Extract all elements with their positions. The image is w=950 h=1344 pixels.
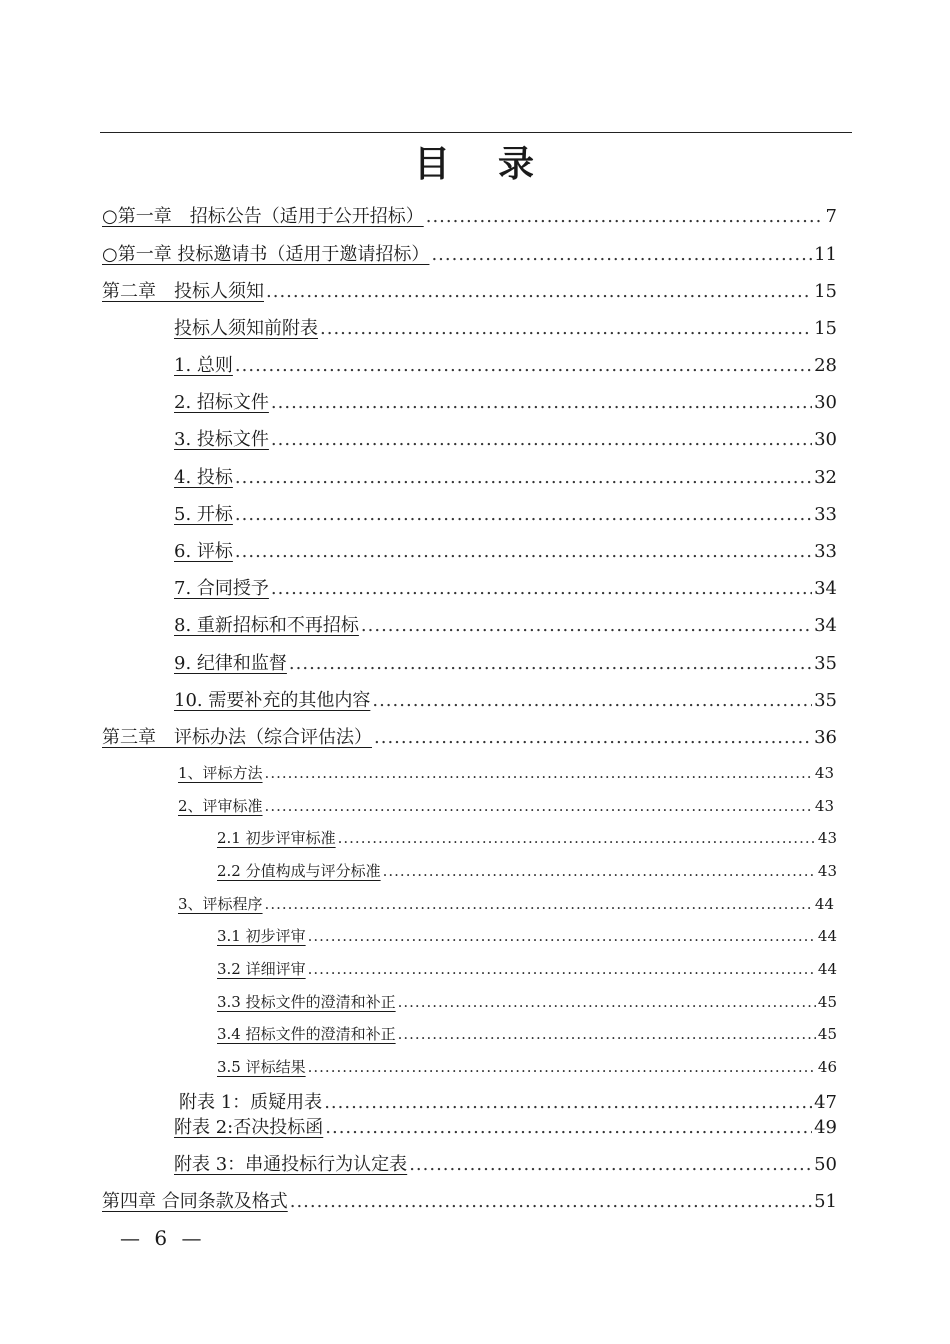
toc-entry-label: 3.3 投标文件的澄清和补正 bbox=[217, 993, 396, 1011]
toc-leader bbox=[271, 578, 812, 599]
toc-entry-label: ○第一章 投标邀请书（适用于邀请招标） bbox=[102, 244, 430, 265]
toc-entry[interactable] bbox=[179, 1088, 837, 1114]
toc-entry-page: 15 bbox=[814, 318, 837, 339]
toc-leader bbox=[398, 993, 816, 1011]
toc-leader bbox=[266, 281, 812, 302]
toc-leader bbox=[235, 504, 812, 525]
toc-entry-page: 43 bbox=[814, 797, 834, 815]
toc-leader bbox=[271, 392, 812, 413]
toc-entry-label: 附表 1：质疑用表 bbox=[179, 1092, 323, 1113]
toc-leader bbox=[374, 727, 812, 748]
toc-entry-page: 28 bbox=[814, 355, 837, 376]
toc-entry-page: 32 bbox=[814, 467, 837, 488]
toc-entry[interactable] bbox=[178, 795, 834, 816]
toc-entry-label: 3. 投标文件 bbox=[174, 429, 269, 450]
toc-entry-label: 第二章 投标人须知 bbox=[102, 281, 264, 302]
toc-entry-page: 46 bbox=[817, 1058, 837, 1076]
toc-entry-label: 10. 需要补充的其他内容 bbox=[174, 690, 371, 711]
toc-entry[interactable] bbox=[102, 202, 837, 228]
toc-title-char-1: 目 bbox=[413, 144, 452, 185]
toc-entry[interactable] bbox=[178, 893, 834, 914]
toc-entry-label: 3.1 初步评审 bbox=[217, 927, 306, 945]
toc-title bbox=[0, 136, 950, 187]
toc-entry-label: 5. 开标 bbox=[174, 504, 233, 525]
toc-entry[interactable] bbox=[217, 958, 837, 979]
toc-entry[interactable] bbox=[217, 860, 837, 881]
toc-title-char-2: 录 bbox=[498, 144, 537, 185]
toc-entry[interactable] bbox=[174, 463, 837, 489]
toc-entry[interactable] bbox=[174, 425, 837, 451]
toc-entry[interactable] bbox=[174, 500, 837, 526]
toc-entry[interactable] bbox=[174, 351, 837, 377]
toc-entry[interactable] bbox=[217, 991, 837, 1012]
toc-entry[interactable] bbox=[174, 1113, 837, 1139]
toc-leader bbox=[426, 206, 824, 227]
toc-entry-label: 3.4 招标文件的澄清和补正 bbox=[217, 1025, 396, 1043]
toc-entry-page: 34 bbox=[814, 615, 837, 636]
toc-entry-label: 3、评标程序 bbox=[178, 895, 263, 913]
toc-entry-label: 2.2 分值构成与评分标准 bbox=[217, 862, 381, 880]
toc-entry-label: 附表 2:否决投标函 bbox=[174, 1117, 324, 1138]
toc-leader bbox=[271, 429, 812, 450]
toc-leader bbox=[308, 960, 816, 978]
toc-entry-label: 6. 评标 bbox=[174, 541, 233, 562]
toc-entry-label: 3.2 详细评审 bbox=[217, 960, 306, 978]
toc-leader bbox=[308, 1058, 816, 1076]
toc-entry-page: 30 bbox=[814, 429, 837, 450]
toc-entry-page: 11 bbox=[814, 244, 837, 265]
toc-entry-page: 34 bbox=[814, 578, 837, 599]
toc-entry[interactable] bbox=[174, 1150, 837, 1176]
toc-entry-label: 4. 投标 bbox=[174, 467, 233, 488]
toc-leader bbox=[398, 1025, 816, 1043]
toc-leader bbox=[409, 1154, 812, 1175]
toc-leader bbox=[372, 690, 812, 711]
toc-entry-page: 44 bbox=[814, 895, 834, 913]
toc-entry-page: 33 bbox=[814, 504, 837, 525]
toc-entry-label: 7. 合同授予 bbox=[174, 578, 269, 599]
toc-entry[interactable] bbox=[217, 1023, 837, 1044]
toc-entry-page: 47 bbox=[814, 1092, 837, 1113]
toc-leader bbox=[235, 355, 812, 376]
toc-entry[interactable] bbox=[102, 723, 837, 749]
toc-entry[interactable] bbox=[174, 649, 837, 675]
toc-entry-page: 44 bbox=[817, 960, 837, 978]
toc-entry-page: 43 bbox=[817, 829, 837, 847]
toc-entry-page: 36 bbox=[814, 727, 837, 748]
toc-leader bbox=[308, 927, 816, 945]
toc-entry-label: 9. 纪律和监督 bbox=[174, 653, 287, 674]
toc-leader bbox=[290, 1191, 812, 1212]
toc-entry-label: 1、评标方法 bbox=[178, 764, 263, 782]
toc-leader bbox=[235, 541, 812, 562]
toc-entry-page: 49 bbox=[814, 1117, 837, 1138]
toc-entry-page: 35 bbox=[814, 690, 837, 711]
toc-entry-page: 33 bbox=[814, 541, 837, 562]
toc-entry[interactable] bbox=[102, 240, 837, 266]
toc-entry[interactable] bbox=[217, 827, 837, 848]
toc-entry-label: 第四章 合同条款及格式 bbox=[102, 1191, 288, 1212]
toc-entry[interactable] bbox=[217, 1056, 837, 1077]
toc-entry-page: 43 bbox=[814, 764, 834, 782]
toc-entry-label: 2. 招标文件 bbox=[174, 392, 269, 413]
toc-entry-page: 44 bbox=[817, 927, 837, 945]
toc-leader bbox=[324, 1092, 812, 1113]
page-number: — 6 — bbox=[120, 1226, 206, 1250]
toc-leader bbox=[265, 797, 813, 815]
toc-leader bbox=[320, 318, 812, 339]
toc-entry-page: 50 bbox=[814, 1154, 837, 1175]
toc-entry[interactable] bbox=[174, 686, 837, 712]
toc-leader bbox=[265, 764, 813, 782]
toc-entry-page: 35 bbox=[814, 653, 837, 674]
toc-entry[interactable] bbox=[102, 1187, 837, 1213]
toc-entry-page: 43 bbox=[817, 862, 837, 880]
toc-entry-label: 第三章 评标办法（综合评估法） bbox=[102, 727, 372, 748]
toc-leader bbox=[235, 467, 812, 488]
toc-entry[interactable] bbox=[178, 762, 834, 783]
toc-entry[interactable] bbox=[102, 277, 837, 303]
toc-entry[interactable] bbox=[174, 314, 837, 340]
toc-entry-page: 45 bbox=[817, 993, 837, 1011]
toc-leader bbox=[325, 1117, 812, 1138]
toc-leader bbox=[361, 615, 812, 636]
toc-entry[interactable] bbox=[174, 574, 837, 600]
toc-entry-label: 3.5 评标结果 bbox=[217, 1058, 306, 1076]
toc-leader bbox=[265, 895, 813, 913]
toc-leader bbox=[431, 244, 812, 265]
toc-entry-label: 投标人须知前附表 bbox=[174, 318, 318, 339]
toc-entry[interactable] bbox=[217, 925, 837, 946]
toc-entry[interactable] bbox=[174, 537, 837, 563]
toc-entry-label: 2.1 初步评审标准 bbox=[217, 829, 336, 847]
toc-leader bbox=[383, 862, 816, 880]
toc-entry-label: 1. 总则 bbox=[174, 355, 233, 376]
toc-entry-page: 7 bbox=[825, 206, 837, 227]
toc-entry-page: 45 bbox=[817, 1025, 837, 1043]
top-rule bbox=[100, 132, 852, 133]
toc-leader bbox=[338, 829, 816, 847]
toc-entry[interactable] bbox=[174, 611, 837, 637]
toc-entry-label: 附表 3：串通投标行为认定表 bbox=[174, 1154, 408, 1175]
toc-entry-label: ○第一章 招标公告（适用于公开招标） bbox=[102, 206, 424, 227]
toc-entry-label: 8. 重新招标和不再招标 bbox=[174, 615, 359, 636]
toc-entry-page: 15 bbox=[814, 281, 837, 302]
toc-leader bbox=[289, 653, 812, 674]
toc-entry-page: 51 bbox=[814, 1191, 837, 1212]
toc-entry[interactable] bbox=[174, 388, 837, 414]
toc-entry-label: 2、评审标准 bbox=[178, 797, 263, 815]
toc-entry-page: 30 bbox=[814, 392, 837, 413]
